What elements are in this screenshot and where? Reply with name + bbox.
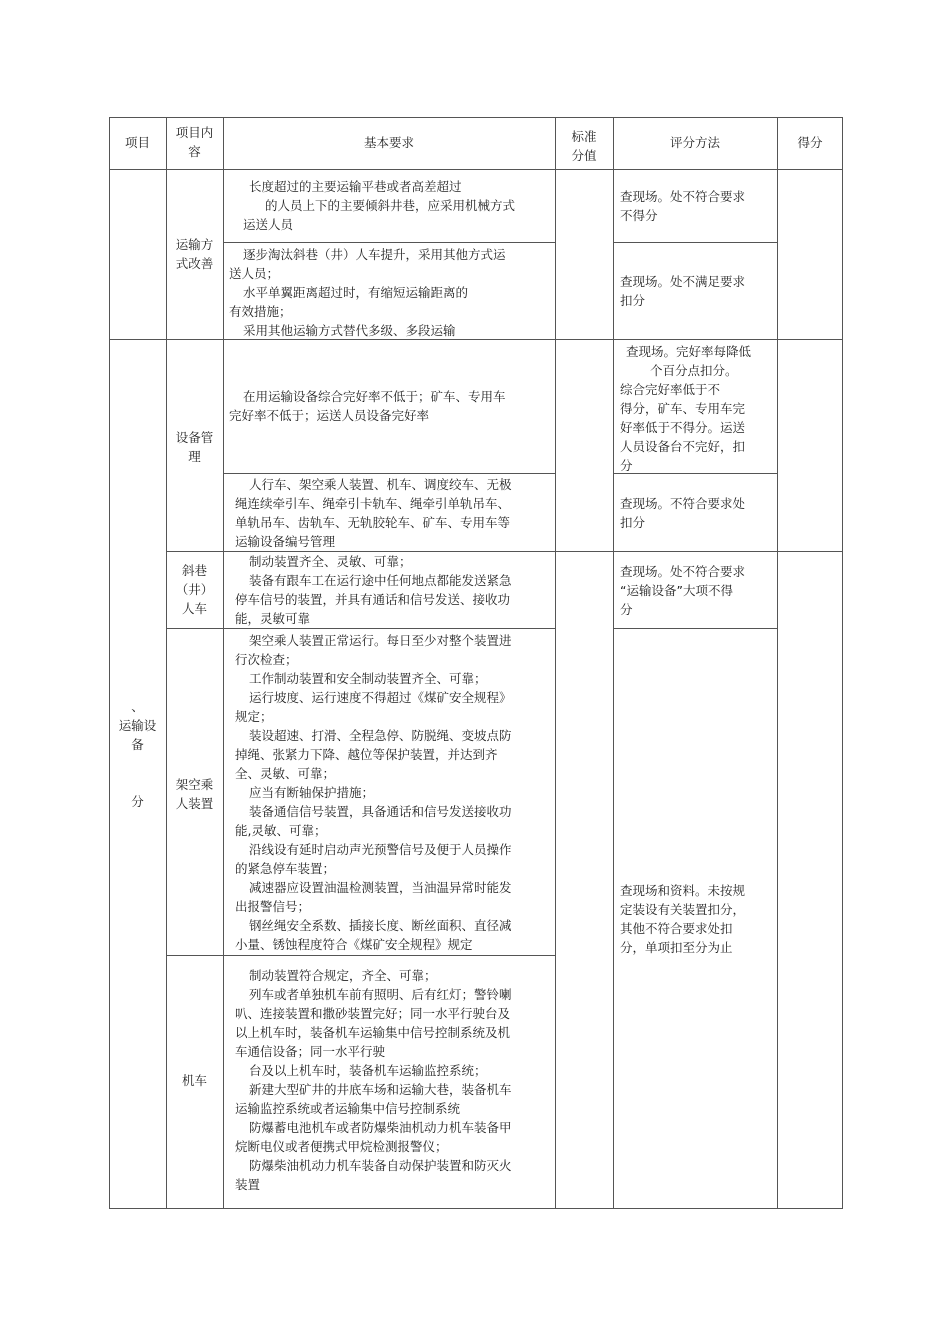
header-requirement: 基本要求 <box>363 135 414 150</box>
equip-mgmt-method-1 <box>620 342 775 475</box>
header-score: 得分 <box>797 135 823 150</box>
method-line: 人员设备台不完好，扣 <box>620 439 746 454</box>
equip-mgmt-method-2 <box>620 494 775 532</box>
req-line: 以上机车时，装备机车运输集中信号控制系统及机 <box>235 1025 511 1040</box>
section1-requirement-1 <box>229 177 551 234</box>
req-line: 钢丝绳安全系数、插接长度、断丝面积、直径减 <box>249 918 512 933</box>
header-standard <box>555 127 613 165</box>
equip-mgmt-label <box>166 428 223 466</box>
req-line: 运输设备编号管理 <box>235 534 336 549</box>
incline-requirement <box>235 552 553 628</box>
loco-requirement <box>235 966 553 1194</box>
req-line: 烷断电仪或者便携式甲烷检测报警仪； <box>235 1139 448 1154</box>
incline-label <box>166 561 223 618</box>
req-line: 应当有断轴保护措施； <box>249 785 375 800</box>
incline-method <box>620 562 775 619</box>
method-line: 扣分 <box>620 515 646 530</box>
req-line: 防爆柴油机动力机车装备自动保护装置和防灭火 <box>249 1158 512 1173</box>
header-method: 评分方法 <box>669 135 720 150</box>
req-line: 完好率不低于；运送人员设备完好率 <box>229 408 430 423</box>
req-line: 的人员上下的主要倾斜井巷，应采用机械方式 <box>265 198 516 213</box>
method-line: 查现场。处不符合要求 <box>620 564 746 579</box>
method-line: 查现场。不符合要求处 <box>620 496 746 511</box>
req-line: 逐步淘汰斜巷（井）人车提升，采用其他方式运 <box>243 247 506 262</box>
method-line: “运输设备”大项不得 <box>620 583 733 598</box>
header-item: 项目 <box>124 135 150 150</box>
equip-mgmt-requirement-2 <box>235 475 553 551</box>
req-line: 装备通信信号装置，具备通话和信号发送接收功 <box>249 804 512 819</box>
req-line: 减速器应设置油温检测装置，当油温异常时能发 <box>249 880 512 895</box>
req-line: 防爆蓄电池机车或者防爆柴油机动力机车装备甲 <box>249 1120 512 1135</box>
req-line: 能,灵敏、可靠； <box>235 823 327 838</box>
req-line: 全、灵敏、可靠； <box>235 766 336 781</box>
req-line: 有效措施； <box>229 304 292 319</box>
req-line: 的紧急停车装置； <box>235 861 336 876</box>
label-line: 架空乘 <box>175 777 214 792</box>
label-line: 人车 <box>181 601 207 616</box>
method-line: 不得分 <box>620 208 658 223</box>
req-line: 行次检查； <box>235 652 298 667</box>
section1-content-label <box>166 235 223 273</box>
req-line: 新建大型矿井的井底车场和运输大巷，装备机车 <box>249 1082 512 1097</box>
item-line: 、 <box>131 699 144 714</box>
assessment-table <box>109 117 843 1209</box>
method-line: 查现场。完好率每降低 <box>626 344 752 359</box>
item-line: 运输设 <box>118 718 157 733</box>
item-spacer <box>109 754 166 792</box>
req-line: 水平单翼距离超过时，有缩短运输距离的 <box>243 285 469 300</box>
req-line: 运输监控系统或者运输集中信号控制系统 <box>235 1101 461 1116</box>
req-line: 停车信号的装置，并具有通话和信号发送、接收功 <box>235 592 511 607</box>
req-line: 工作制动装置和安全制动装置齐全、可靠； <box>249 671 487 686</box>
req-line: 装置 <box>235 1177 261 1192</box>
method-line: 分，单项扣至分为止 <box>620 940 733 955</box>
req-line: 单轨吊车、齿轨车、无轨胶轮车、矿车、专用车等 <box>235 515 511 530</box>
req-line: 运送人员 <box>243 217 294 232</box>
req-line: 运行坡度、运行速度不得超过《煤矿安全规程》 <box>249 690 512 705</box>
req-line: 送人员； <box>229 266 280 281</box>
method-line: 好率低于不得分。运送 <box>620 420 746 435</box>
header-content-line1: 项目内 <box>175 125 214 140</box>
label-line: 理 <box>188 449 201 464</box>
aerial-loco-method <box>620 881 775 957</box>
req-line: 长度超过的主要运输平巷或者高差超过 <box>249 179 462 194</box>
method-line: 定装设有关装置扣分， <box>620 902 746 917</box>
method-line: 得分，矿车、专用车完 <box>620 401 746 416</box>
method-line: 综合完好率低于不 <box>620 382 721 397</box>
req-line: 出报警信号； <box>235 899 311 914</box>
label-line: 设备管 <box>175 430 214 445</box>
req-line: 在用运输设备综合完好率不低于；矿车、专用车 <box>243 389 506 404</box>
method-line: 查现场和资料。未按规 <box>620 883 746 898</box>
req-line: 沿线设有延时启动声光预警信号及便于人员操作 <box>249 842 512 857</box>
req-line: 制动装置符合规定，齐全、可靠； <box>249 968 437 983</box>
req-line: 叭、连接装置和撒砂装置完好；同一水平行驶台及 <box>235 1006 511 1021</box>
req-line: 规定； <box>235 709 273 724</box>
aerial-label <box>166 775 223 813</box>
header-content-line2: 容 <box>188 144 201 159</box>
req-line: 能，灵敏可靠 <box>235 611 311 626</box>
req-line: 采用其他运输方式替代多级、多段运输 <box>243 323 456 338</box>
item-line: 备 <box>131 737 144 752</box>
label-line: （井） <box>175 582 214 597</box>
aerial-requirement <box>235 631 553 954</box>
req-line: 车通信设备；同一水平行驶 <box>235 1044 386 1059</box>
header-content <box>166 123 223 161</box>
header-standard-line2: 分值 <box>571 148 597 163</box>
method-line: 扣分 <box>620 293 646 308</box>
req-line: 装设超速、打滑、全程急停、防脱绳、变坡点防 <box>249 728 512 743</box>
method-line: 查现场。处不符合要求 <box>620 189 746 204</box>
req-line: 装备有跟车工在运行途中任何地点都能发送紧急 <box>249 573 512 588</box>
header-standard-line1: 标准 <box>571 129 597 144</box>
req-line: 台及以上机车时，装备机车运输监控系统； <box>249 1063 487 1078</box>
label-line: 斜巷 <box>181 563 207 578</box>
section2-item-label <box>109 697 166 811</box>
section1-requirement-2 <box>229 245 553 340</box>
req-line: 掉绳、张紧力下降、越位等保护装置，并达到齐 <box>235 747 498 762</box>
equip-mgmt-requirement-1 <box>229 387 553 425</box>
section1-content-line1: 运输方 <box>175 237 214 252</box>
method-line: 查现场。处不满足要求 <box>620 274 746 289</box>
method-line: 分 <box>620 458 633 473</box>
section1-content-line2: 式改善 <box>175 256 214 271</box>
label-line: 人装置 <box>175 796 214 811</box>
req-line: 列车或者单独机车前有照明、后有红灯；警铃喇 <box>249 987 512 1002</box>
req-line: 小量、锈蚀程度符合《煤矿安全规程》规定 <box>235 937 473 952</box>
req-line: 人行车、架空乘人装置、机车、调度绞车、无极 <box>249 477 512 492</box>
section1-method-2 <box>620 272 775 310</box>
section1-method-1 <box>620 187 775 225</box>
item-line: 分 <box>131 794 144 809</box>
req-line: 制动装置齐全、灵敏、可靠； <box>249 554 412 569</box>
method-line: 其他不符合要求处扣 <box>620 921 733 936</box>
method-line: 分 <box>620 602 633 617</box>
req-line: 绳连续牵引车、绳牵引卡轨车、绳牵引单轨吊车、 <box>235 496 511 511</box>
method-line: 个百分点扣分。 <box>650 363 738 378</box>
req-line: 架空乘人装置正常运行。每日至少对整个装置进 <box>249 633 512 648</box>
loco-label: 机车 <box>181 1073 207 1088</box>
